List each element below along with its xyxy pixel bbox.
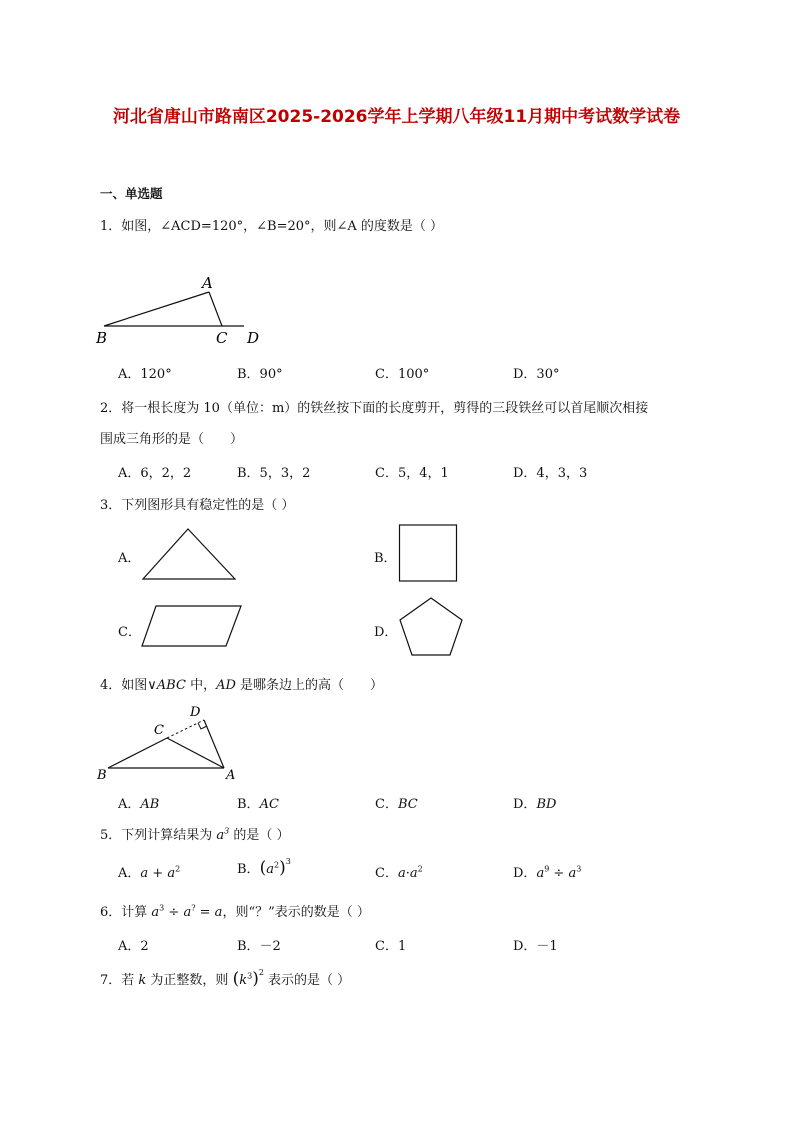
q5-option-b: B．$(a^2)^3$ xyxy=(237,856,291,878)
q3-option-b: B． xyxy=(374,551,397,566)
triangle-shape xyxy=(140,526,238,582)
pentagon-shape xyxy=(396,595,466,659)
figure-label-c: C xyxy=(216,329,228,347)
math-expression: a xyxy=(140,866,149,881)
q3-option-d: D． xyxy=(374,625,398,640)
q4-text-mid: 中， xyxy=(185,678,217,693)
q5-option-a: A．$a + a^2$ xyxy=(118,864,181,881)
figure-label-d: D xyxy=(247,329,260,347)
q4-option-d: D．BD xyxy=(513,797,557,812)
q2-option-c: C．5，4，1 xyxy=(375,466,449,481)
math-expression: a xyxy=(397,866,406,881)
q4-text-abc: ABC xyxy=(156,678,186,693)
figure-label-a: A xyxy=(202,274,213,292)
q2-option-a: A．6，2，2 xyxy=(118,466,192,481)
math-expression: a xyxy=(151,905,160,920)
q4-text-post: 是哪条边上的高（ ） xyxy=(235,678,384,693)
question-4-text xyxy=(100,674,383,693)
q1-option-a: A．120° xyxy=(118,367,172,382)
figure-label-b: B xyxy=(96,329,108,347)
question-2-text-line1: 2．将一根长度为 10（单位：m）的铁丝按下面的长度剪开，剪得的三段铁丝可以首尾顺次相接 xyxy=(100,401,649,416)
parallelogram-shape xyxy=(140,603,244,649)
question-2-text-line2: 围成三角形的是（ ） xyxy=(100,432,244,447)
q6-option-a: A．2 xyxy=(118,939,149,954)
q6-option-c: C．1 xyxy=(375,939,407,954)
question-6-text: 6．计算 $a^3 \div a^? = a$，则“？”表示的数是（ ） xyxy=(100,903,370,920)
q5-option-d: D．$a^9 \div a^3$ xyxy=(513,864,582,881)
q6-option-b: B．－2 xyxy=(237,939,281,954)
figure-label-b: B xyxy=(97,768,107,780)
q4-option-a: A．AB xyxy=(118,797,160,812)
figure-label-c: C xyxy=(154,723,164,738)
q1-option-d: D．30° xyxy=(513,367,560,382)
question-7-text: 7．若 k 为正整数，则 $(k^3)^2$ 表示的是（ ） xyxy=(100,967,351,989)
square-shape xyxy=(398,523,460,583)
q2-option-b: B．5，3，2 xyxy=(237,466,311,481)
q5-option-c: C．$a\cdot a^2$ xyxy=(375,864,423,881)
math-expression: a xyxy=(536,866,545,881)
q1-option-c: C．100° xyxy=(375,367,430,382)
question-1-text: 1．如图，∠ACD=120°，∠B=20°，则∠A 的度数是（ ） xyxy=(100,219,444,234)
question-3-text: 3．下列图形具有稳定性的是（ ） xyxy=(100,498,295,513)
math-expression: k xyxy=(239,973,248,988)
figure-label-d: D xyxy=(190,705,201,720)
question-1-figure xyxy=(92,272,272,348)
q3-option-c: C． xyxy=(118,625,141,640)
question-4-figure xyxy=(92,700,252,780)
q1-option-b: B．90° xyxy=(237,367,283,382)
page-title: 河北省唐山市路南区2025-2026学年上学期八年级11月期中考试数学试卷 xyxy=(112,107,681,127)
section-heading: 一、单选题 xyxy=(100,186,163,201)
math-expression: a xyxy=(266,862,274,877)
question-5-text: 5．下列计算结果为 $a^3$ 的是（ ） xyxy=(100,826,290,843)
q4-text-pre: 4．如图∨ xyxy=(100,678,157,693)
q6-option-d: D．－1 xyxy=(513,939,558,954)
q4-option-c: C．BC xyxy=(375,797,418,812)
figure-label-a: A xyxy=(226,768,236,780)
q4-option-b: B．AC xyxy=(237,797,279,812)
math-expression: $a^3$ xyxy=(216,826,230,843)
q4-text-ad: AD xyxy=(216,678,236,693)
q3-option-a: A． xyxy=(118,551,141,566)
q2-option-d: D．4，3，3 xyxy=(513,466,588,481)
